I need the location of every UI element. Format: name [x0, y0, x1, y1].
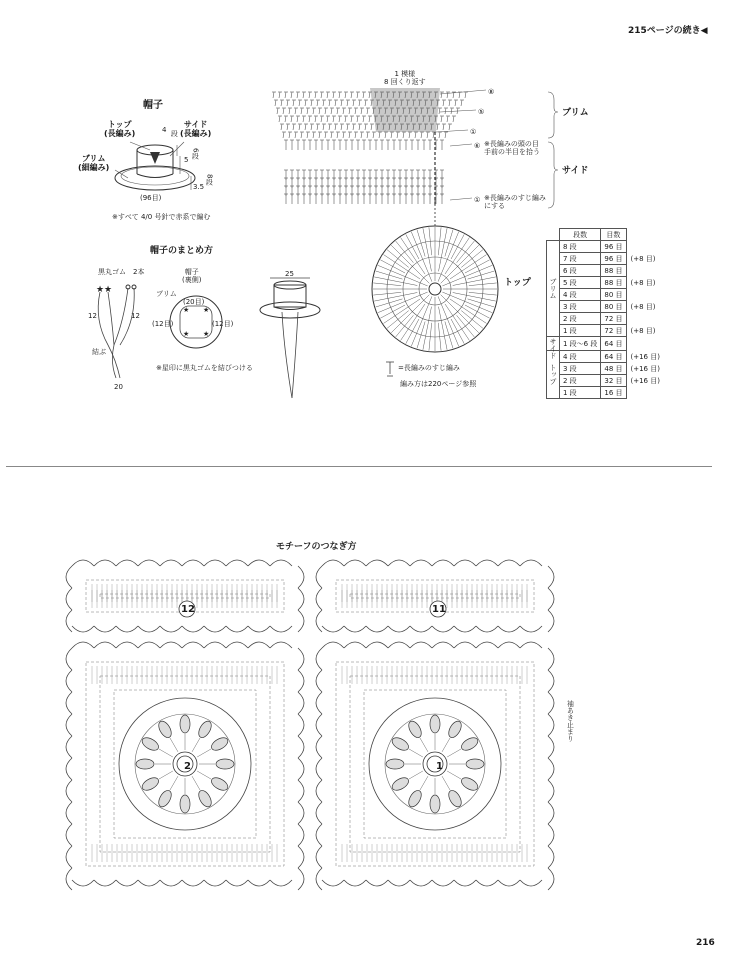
len-12-a: 12: [88, 312, 97, 320]
motif-2-number: 2: [184, 761, 191, 772]
motif-title: モチーフのつなぎ方: [276, 542, 357, 552]
dim-top: 4: [162, 126, 167, 134]
len-12-b: 12: [131, 312, 140, 320]
dim-brim-rows: 8段: [205, 174, 214, 186]
dim-side-rows: 6段: [191, 148, 200, 160]
stitch-count: (96目): [140, 194, 162, 202]
increase-cell: (+8 目): [630, 302, 656, 311]
header-stitches: 目数: [601, 229, 626, 241]
assembly-title: 帽子のまとめ方: [150, 246, 214, 256]
hat-title: 帽子: [143, 100, 163, 111]
row-cell: 1 段: [560, 325, 601, 337]
row-cell: 1 段〜6 段: [560, 337, 601, 351]
count-cell: 16 目: [601, 387, 626, 399]
sleeve-note: 袖あき止まり: [566, 700, 575, 742]
hat-note: ※すべて 4/0 号針で赤系で編む: [112, 213, 211, 221]
top-section-label: トップ: [504, 278, 531, 288]
group-label: トップ: [547, 351, 560, 399]
increase-cell: (+8 目): [630, 278, 656, 287]
row-cell: 5 段: [560, 277, 601, 289]
row-cell: 4 段: [560, 289, 601, 301]
row-cell: 8 段: [560, 241, 601, 253]
svg-text:★: ★: [104, 285, 113, 295]
row-cell: 3 段: [560, 363, 601, 375]
row-cell: 3 段: [560, 301, 601, 313]
hat-inside-label: 帽子 (裏側): [182, 268, 202, 285]
side-note-row6: ※長編みの頭の目 手前の半目を拾う: [484, 140, 540, 157]
legend-symbol-text: =長編みのすじ編み: [398, 364, 460, 372]
row-cell: 2 段: [560, 375, 601, 387]
count-cell: 72 目: [601, 325, 626, 337]
row-cell: 4 段: [560, 351, 601, 363]
row-cell: 1 段: [560, 387, 601, 399]
page-continuation: 215ページの続き◀: [628, 26, 708, 36]
increase-cell: (+8 目): [630, 326, 656, 335]
dim-side: 5: [184, 156, 189, 164]
row-cell: 6 段: [560, 265, 601, 277]
count-12-left: (12目): [152, 320, 174, 328]
increase-cell: (+16 目): [630, 376, 660, 385]
assembly-brim-label: ブリム: [156, 290, 177, 298]
assembly-note: ※星印に黒丸ゴムを結びつける: [156, 364, 253, 372]
side-label: サイド (長編み): [180, 120, 212, 139]
brim-section-label: ブリム: [562, 108, 589, 118]
count-cell: 88 目: [601, 277, 626, 289]
side-section-label: サイド: [562, 166, 589, 176]
group-label: サイド: [547, 337, 560, 351]
top-label: トップ (長編み): [104, 120, 136, 139]
svg-text:★: ★: [183, 330, 190, 338]
svg-text:★: ★: [203, 330, 210, 338]
elastic-label: 黒丸ゴム 2本: [98, 268, 145, 276]
count-cell: 80 目: [601, 289, 626, 301]
svg-text:★: ★: [183, 306, 190, 314]
count-cell: 48 目: [601, 363, 626, 375]
dim-top-rows: 段: [170, 130, 179, 137]
count-cell: 72 目: [601, 313, 626, 325]
motif-1-number: 1: [436, 761, 443, 772]
count-cell: 64 目: [601, 337, 626, 351]
increase-cell: (+16 目): [630, 352, 660, 361]
count-cell: 96 目: [601, 253, 626, 265]
dim-brim: 3.5: [193, 183, 205, 191]
row-cell: 2 段: [560, 313, 601, 325]
count-cell: 32 目: [601, 375, 626, 387]
motif-11-number: 11: [432, 604, 446, 615]
turnback-label: 1 模様 8 回くり返す: [384, 70, 426, 87]
increase-cell: (+8 目): [630, 254, 656, 263]
increase-cell: (+16 目): [630, 364, 660, 373]
svg-text:★: ★: [96, 285, 105, 295]
len-20: 20: [114, 383, 123, 391]
row-1b-marker: ①: [474, 196, 481, 204]
side-note-row1: ※長編みのすじ編み にする: [484, 194, 546, 211]
reference-note: 編み方は220ページ参照: [400, 380, 477, 388]
row-5-marker: ⑤: [478, 108, 485, 116]
brim-label: ブリム (細編み): [78, 154, 110, 173]
tie-label: 結ぶ: [92, 348, 106, 356]
count-cell: 64 目: [601, 351, 626, 363]
group-label: ブリム: [547, 241, 560, 337]
svg-text:★: ★: [203, 306, 210, 314]
count-cell: 88 目: [601, 265, 626, 277]
dim-25: 25: [285, 270, 294, 278]
row-8-marker: ⑧: [488, 88, 495, 96]
page-number: 216: [696, 938, 715, 948]
motif-12-number: 12: [181, 604, 195, 615]
header-rows: 段数: [560, 229, 601, 241]
row-6-marker: ⑥: [474, 142, 481, 150]
row-cell: 7 段: [560, 253, 601, 265]
count-cell: 96 目: [601, 241, 626, 253]
count-cell: 80 目: [601, 301, 626, 313]
count-12-right: (12目): [212, 320, 234, 328]
count-20: (20目): [183, 298, 205, 306]
row-1a-marker: ①: [470, 128, 477, 136]
